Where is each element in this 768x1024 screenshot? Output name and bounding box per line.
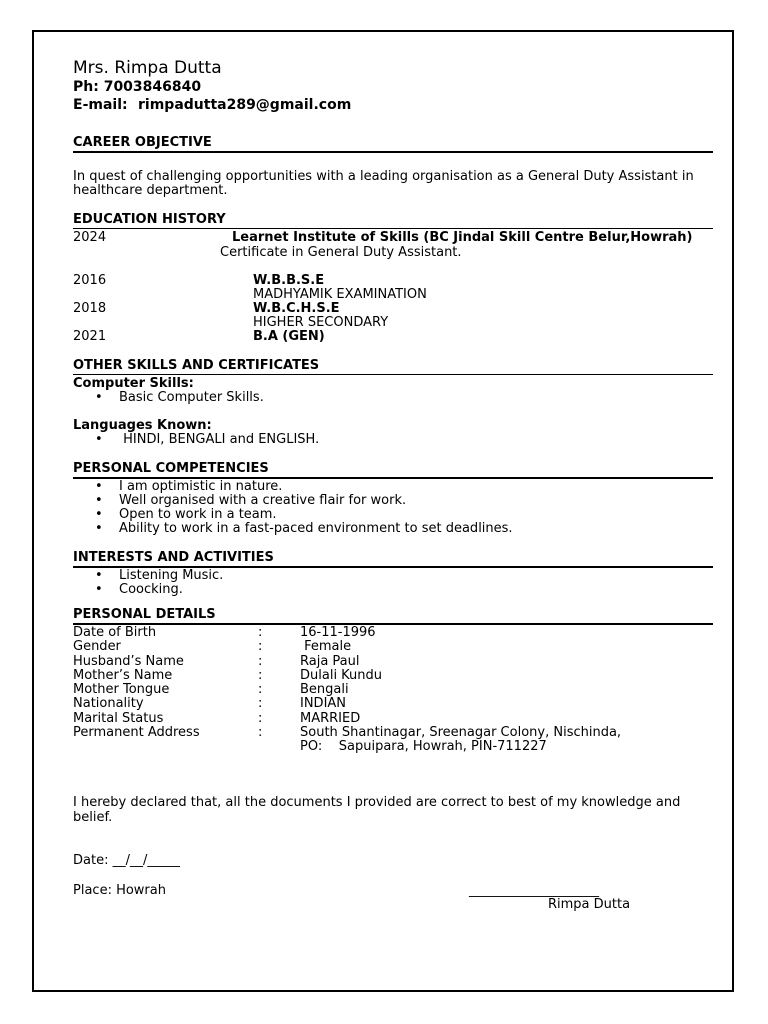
detail-separator: : xyxy=(258,625,263,640)
list-item: • Ability to work in a fast-paced environment to set deadlines. xyxy=(119,521,513,536)
list-item: • Basic Computer Skills. xyxy=(119,390,264,405)
signature-name: Rimpa Dutta xyxy=(548,897,631,912)
section-heading-career-objective: CAREER OBJECTIVE xyxy=(73,135,212,150)
email-label: E-mail: xyxy=(73,97,128,113)
detail-value: MARRIED xyxy=(300,711,361,726)
education-institution: Learnet Institute of Skills (BC Jindal Skill Centre Belur,Howrah) xyxy=(232,230,693,245)
detail-value: Dulali Kundu xyxy=(300,668,383,683)
candidate-name: Mrs. Rimpa Dutta xyxy=(73,58,222,78)
detail-label: Date of Birth xyxy=(73,625,157,640)
education-detail: MADHYAMIK EXAMINATION xyxy=(253,287,427,302)
detail-separator: : xyxy=(258,639,263,654)
address-line-2: PO: Sapuipara, Howrah, PIN-711227 xyxy=(300,739,547,754)
detail-label: Mother Tongue xyxy=(73,682,170,697)
detail-value: Bengali xyxy=(300,682,349,697)
declaration-line-2: belief. xyxy=(73,810,113,825)
education-institution: W.B.C.H.S.E xyxy=(253,301,340,316)
detail-value: South Shantinagar, Sreenagar Colony, Nischinda, xyxy=(300,725,622,740)
detail-label: Marital Status xyxy=(73,711,164,726)
detail-label: Mother’s Name xyxy=(73,668,173,683)
signature-line: ____________________ xyxy=(469,883,599,898)
list-item: • Listening Music. xyxy=(119,568,223,583)
section-rule xyxy=(73,151,713,153)
detail-label: Gender xyxy=(73,639,121,654)
section-heading-skills: OTHER SKILLS AND CERTIFICATES xyxy=(73,358,320,373)
detail-label: Permanent Address xyxy=(73,725,200,740)
career-objective-line-2: healthcare department. xyxy=(73,183,228,198)
education-year: 2021 xyxy=(73,329,107,344)
education-institution: B.A (GEN) xyxy=(253,329,325,344)
education-year: 2016 xyxy=(73,273,107,288)
detail-value: Raja Paul xyxy=(300,654,360,669)
section-rule xyxy=(73,228,713,229)
list-item: • Coocking. xyxy=(119,582,183,597)
detail-separator: : xyxy=(258,696,263,711)
career-objective-line-1: In quest of challenging opportunities with a leading organisation as a General Duty Assistant in xyxy=(73,169,694,184)
detail-separator: : xyxy=(258,668,263,683)
section-heading-interests: INTERESTS AND ACTIVITIES xyxy=(73,550,274,565)
list-item: • I am optimistic in nature. xyxy=(119,479,282,494)
detail-value: INDIAN xyxy=(300,696,347,711)
computer-skills-label: Computer Skills: xyxy=(73,376,194,391)
detail-value: Female xyxy=(300,639,352,654)
email-address: rimpadutta289@gmail.com xyxy=(138,97,352,113)
education-year: 2018 xyxy=(73,301,107,316)
languages-label: Languages Known: xyxy=(73,418,212,433)
list-item: • HINDI, BENGALI and ENGLISH. xyxy=(119,432,319,447)
detail-separator: : xyxy=(258,725,263,740)
detail-label: Nationality xyxy=(73,696,144,711)
detail-separator: : xyxy=(258,682,263,697)
detail-label: Husband’s Name xyxy=(73,654,184,669)
education-institution: W.B.B.S.E xyxy=(253,273,325,288)
declaration-date: Date: __/__/_____ xyxy=(73,853,180,868)
list-item: • Open to work in a team. xyxy=(119,507,277,522)
education-detail: Certificate in General Duty Assistant. xyxy=(220,245,462,260)
detail-separator: : xyxy=(258,711,263,726)
declaration-line-1: I hereby declared that, all the documents I provided are correct to best of my knowledge and xyxy=(73,795,681,810)
education-detail: HIGHER SECONDARY xyxy=(253,315,389,330)
phone-number: Ph: 7003846840 xyxy=(73,79,202,95)
declaration-place: Place: Howrah xyxy=(73,883,166,898)
detail-value: 16-11-1996 xyxy=(300,625,376,640)
section-heading-education: EDUCATION HISTORY xyxy=(73,212,226,227)
detail-separator: : xyxy=(258,654,263,669)
list-item: • Well organised with a creative flair for work. xyxy=(119,493,406,508)
section-rule xyxy=(73,374,713,375)
section-rule xyxy=(73,623,713,625)
section-heading-personal-details: PERSONAL DETAILS xyxy=(73,607,216,622)
section-heading-competencies: PERSONAL COMPETENCIES xyxy=(73,461,269,476)
education-year: 2024 xyxy=(73,230,107,245)
